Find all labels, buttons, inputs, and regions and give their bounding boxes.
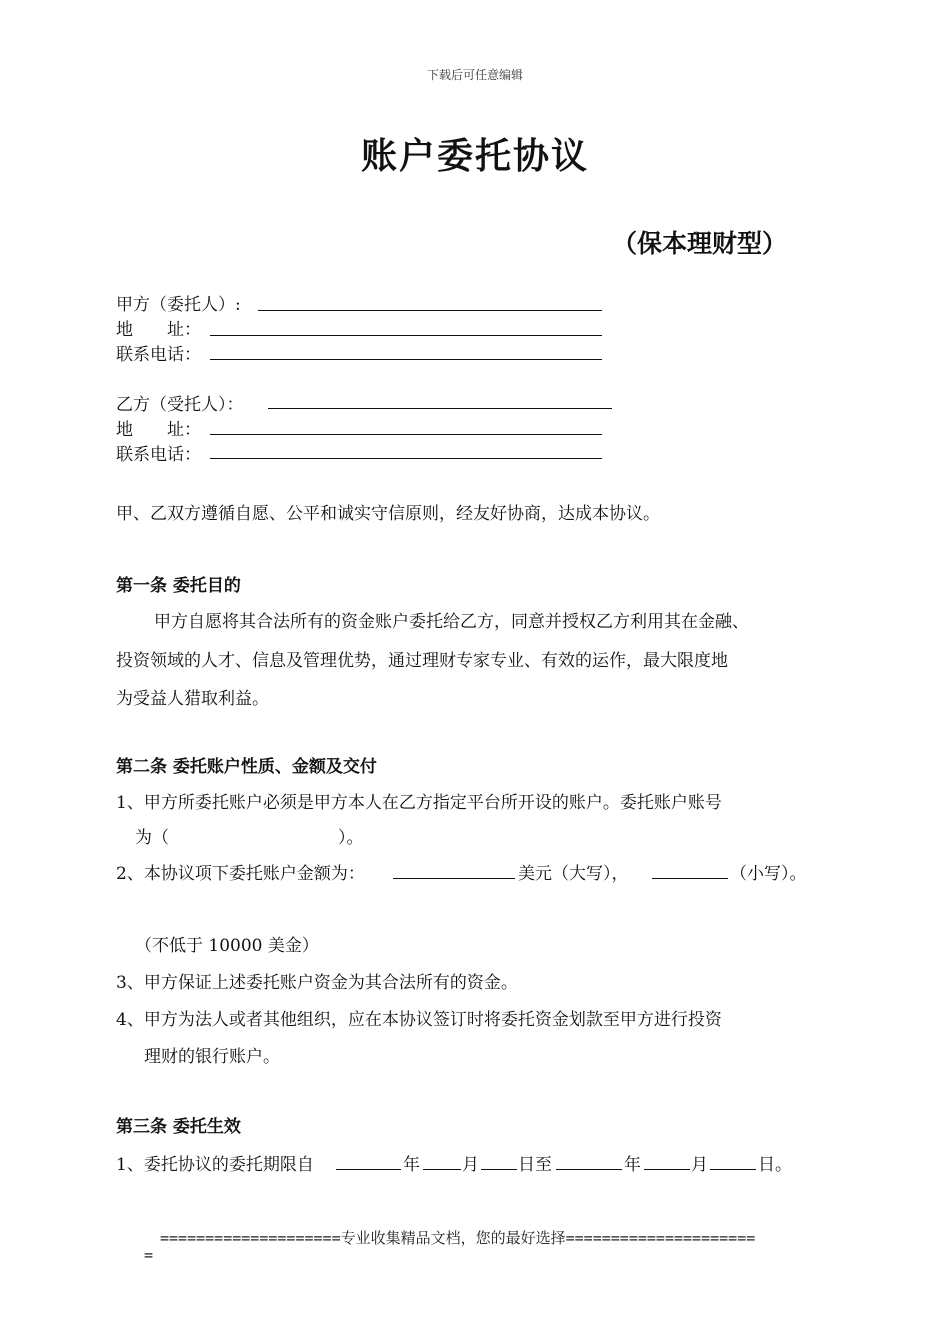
- document-title: 账户委托协议: [360, 136, 589, 177]
- end-year-field[interactable]: [556, 1169, 622, 1170]
- start-month-field[interactable]: [423, 1169, 461, 1170]
- party-a-phone-field[interactable]: [210, 359, 602, 360]
- end-year-label: 年: [624, 1155, 641, 1175]
- party-a-address-label: 地 址：: [116, 320, 201, 340]
- article-3-heading: 第三条 委托生效: [116, 1117, 241, 1137]
- article-2-item-4-line-2: 理财的银行账户。: [144, 1047, 280, 1067]
- party-b-address-label: 地 址：: [116, 420, 201, 440]
- article-2-item-1-prefix: 为（: [135, 828, 169, 848]
- party-b-phone-label: 联系电话：: [116, 445, 201, 465]
- article-2-item-2-mid: 美元（大写），: [518, 864, 629, 884]
- start-year-label: 年: [403, 1155, 420, 1175]
- article-1-line-3: 为受益人猎取利益。: [116, 689, 269, 709]
- amount-words-field[interactable]: [393, 878, 515, 879]
- amount-figures-field[interactable]: [652, 878, 728, 879]
- party-a-name-field[interactable]: [258, 310, 602, 311]
- article-2-item-1-line-1: 1、甲方所委托账户必须是甲方本人在乙方指定平台所开设的账户。委托账户账号: [116, 793, 722, 813]
- start-month-label: 月: [462, 1155, 479, 1175]
- party-b-name-field[interactable]: [268, 408, 612, 409]
- start-day-to-label: 日至: [518, 1155, 552, 1175]
- end-month-label: 月: [691, 1155, 708, 1175]
- party-b-phone-field[interactable]: [210, 458, 602, 459]
- article-2-item-4-line-1: 4、甲方为法人或者其他组织，应在本协议签订时将委托资金划款至甲方进行投资: [116, 1010, 722, 1030]
- article-2-item-2-prefix: 2、本协议项下委托账户金额为：: [116, 864, 365, 884]
- article-2-heading: 第二条 委托账户性质、金额及交付: [116, 757, 377, 777]
- minimum-amount-note: （不低于 10000 美金）: [135, 936, 319, 956]
- party-b-address-field[interactable]: [210, 434, 602, 435]
- party-a-phone-label: 联系电话：: [116, 345, 201, 365]
- article-1-line-2: 投资领域的人才、信息及管理优势，通过理财专家专业、有效的运作，最大限度地: [116, 651, 728, 671]
- article-2-item-2-suffix: （小写）。: [730, 864, 807, 884]
- end-day-field[interactable]: [710, 1169, 756, 1170]
- footer-banner-continuation: =: [144, 1246, 154, 1264]
- footer-banner: ====================专业收集精品文档，您的最好选择=====================: [160, 1229, 756, 1247]
- end-month-field[interactable]: [644, 1169, 690, 1170]
- article-3-item-1-prefix: 1、委托协议的委托期限自: [116, 1155, 314, 1175]
- article-2-item-3: 3、甲方保证上述委托账户资金为其合法所有的资金。: [116, 973, 518, 993]
- document-subtitle: （保本理财型）: [612, 229, 788, 258]
- party-a-address-field[interactable]: [210, 335, 602, 336]
- header-note: 下载后可任意编辑: [426, 68, 523, 82]
- intro-text: 甲、乙双方遵循自愿、公平和诚实守信原则，经友好协商，达成本协议。: [116, 504, 660, 524]
- end-day-label: 日。: [758, 1155, 792, 1175]
- party-b-label: 乙方（受托人）：: [116, 395, 244, 415]
- party-a-label: 甲方（委托人）:: [116, 295, 241, 315]
- article-2-item-1-suffix: ）。: [338, 828, 364, 848]
- article-1-line-1: 甲方自愿将其合法所有的资金账户委托给乙方，同意并授权乙方利用其在金融、: [154, 612, 749, 632]
- start-year-field[interactable]: [336, 1169, 401, 1170]
- article-1-heading: 第一条 委托目的: [116, 576, 241, 596]
- start-day-field[interactable]: [481, 1169, 517, 1170]
